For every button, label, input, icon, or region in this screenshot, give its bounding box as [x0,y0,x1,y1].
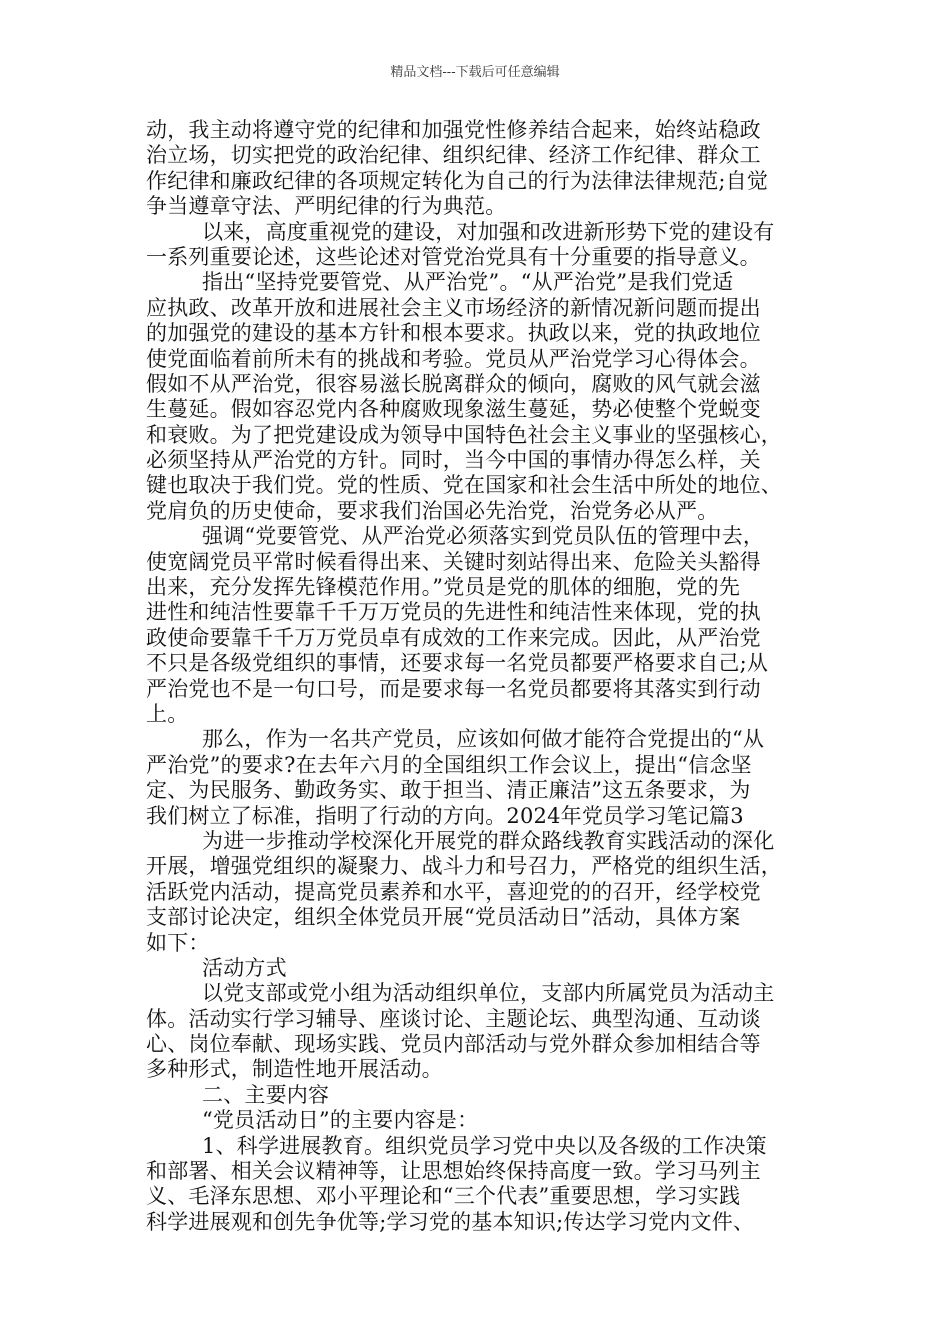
text-line: 我们树立了标准，指明了行动的方向。2024年党员学习笔记篇3 [146,803,744,828]
text-line: 治立场，切实把党的政治纪律、组织纪律、经济工作纪律、群众工 [146,143,761,168]
text-line: “党员活动日”的主要内容是： [202,1108,479,1133]
text-line: 出来，充分发挥先锋模范作用。”党员是党的肌体的细胞，党的先 [146,575,741,600]
text-line: 严治党也不是一句口号，而是要求每一名党员都要将其落实到行动 [146,676,761,701]
text-line: 作纪律和廉政纪律的各项规定转化为自己的行为法律法律规范;自觉 [146,168,769,193]
text-line: 支部讨论决定，组织全体党员开展“党员活动日”活动，具体方案 [146,905,741,930]
text-line: 动，我主动将遵守党的纪律和加强党性修养结合起来，始终站稳政 [146,118,761,142]
text-line: 科学进展观和创先争优等;学习党的基本知识;传达学习党内文件、 [146,1209,755,1234]
text-line: 以来，高度重视党的建设，对加强和改进新形势下党的建设有 [202,219,775,244]
text-line: 多种形式，制造性地开展活动。 [146,1057,443,1082]
text-line: 如下： [146,930,210,955]
text-line: 二、主要内容 [202,1082,330,1107]
text-line: 1、科学进展教育。组织党员学习党中央以及各级的工作决策 [202,1133,767,1158]
text-line: 使党面临着前所未有的挑战和考验。党员从严治党学习心得体会。 [146,346,761,371]
text-line: 上。 [146,701,189,726]
text-line: 不只是各级党组织的事情，还要求每一名党员都要严格要求自己;从 [146,651,769,676]
text-line: 心、岗位奉献、现场实践、党员内部活动与党外群众参加相结合等 [146,1032,761,1057]
text-line: 体。活动实行学习辅导、座谈讨论、主题论坛、典型沟通、互动谈 [146,1006,761,1031]
text-line: 定、为民服务、勤政务实、敢于担当、清正廉洁”这五条要求，为 [146,778,751,803]
text-line: 强调“党要管党、从严治党必须落实到党员队伍的管理中去， [202,524,765,549]
text-line: 政使命要靠千千万万党员卓有成效的工作来完成。因此，从严治党 [146,625,761,650]
text-line: 义、毛泽东思想、邓小平理论和“三个代表”重要思想，学习实践 [146,1184,741,1209]
text-line: 假如不从严治党，很容易滋长脱离群众的倾向，腐败的风气就会滋 [146,371,761,396]
text-line: 的加强党的建设的基本方针和根本要求。执政以来，党的执政地位 [146,321,761,346]
text-line: 必须坚持从严治党的方针。同时，当今中国的事情办得怎么样，关 [146,448,761,473]
text-line: 党肩负的历史使命，要求我们治国必先治党，治党务必从严。 [146,498,719,523]
text-line: 严治党”的要求?在去年六月的全国组织工作会议上，提出“信念坚 [146,752,752,777]
document-body [146,118,826,1235]
text-line: 为进一步推动学校深化开展党的群众路线教育实践活动的深化 [202,828,775,853]
text-line: 键也取决于我们党。党的性质、党在国家和社会生活中所处的地位、 [146,473,782,498]
text-line: 进性和纯洁性要靠千千万万党员的先进性和纯洁性来体现，党的执 [146,600,761,625]
text-line: 活动方式 [202,955,287,980]
text-line: 那么，作为一名共产党员，应该如何做才能符合党提出的“从 [202,727,765,752]
text-line: 开展，增强党组织的凝聚力、战斗力和号召力，严格党的组织生活， [146,854,782,879]
text-line: 指出“坚持党要管党、从严治党”。“从严治党”是我们党适 [202,270,734,295]
text-line: 生蔓延。假如容忍党内各种腐败现象滋生蔓延，势必使整个党蜕变 [146,397,761,422]
text-line: 和部署、相关会议精神等，让思想始终保持高度一致。学习马列主 [146,1159,761,1184]
text-line: 活跃党内活动，提高党员素养和水平，喜迎党的的召开，经学校党 [146,879,761,904]
text-line: 以党支部或党小组为活动组织单位，支部内所属党员为活动主 [202,981,775,1006]
page-header: 精品文档---下载后可任意编辑 [390,65,560,80]
text-line: 应执政、改革开放和进展社会主义市场经济的新情况新问题而提出 [146,295,761,320]
text-line: 使宽阔党员平常时候看得出来、关键时刻站得出来、危险关头豁得 [146,549,761,574]
text-line: 争当遵章守法、严明纪律的行为典范。 [146,194,507,219]
text-line: 一系列重要论述，这些论述对管党治党具有十分重要的指导意义。 [146,244,761,269]
text-line: 和衰败。为了把党建设成为领导中国特色社会主义事业的坚强核心， [146,422,782,447]
